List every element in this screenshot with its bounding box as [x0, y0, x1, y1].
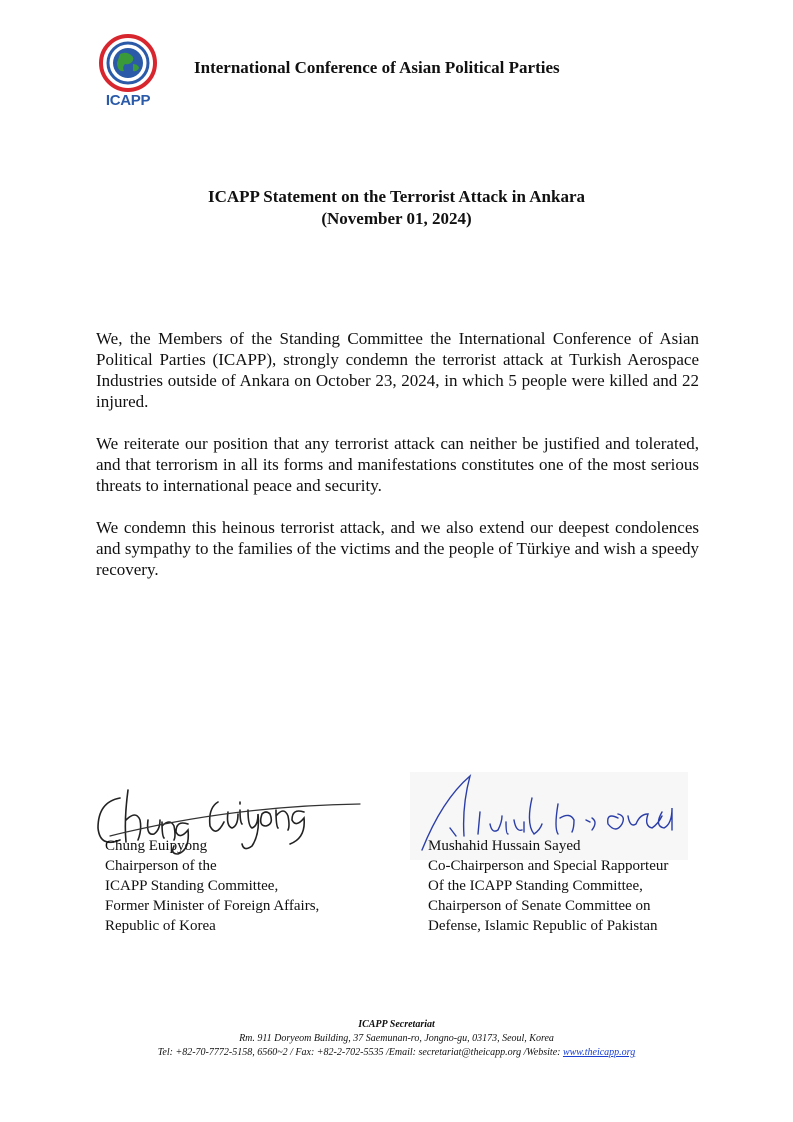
globe-logo-icon — [96, 34, 160, 92]
title-line: ICAPP Statement on the Terrorist Attack in Ankara — [208, 187, 585, 206]
statement-body — [96, 328, 699, 601]
signatory-title-line: ICAPP Standing Committee, — [105, 878, 279, 894]
signatory-title-line: Chairperson of Senate Committee on — [428, 898, 651, 914]
footer-address: Rm. 911 Doryeom Building, 37 Saemunan-ro, Jongno-gu, 03173, Seoul, Korea — [239, 1033, 554, 1044]
organization-title: International Conference of Asian Political Parties — [194, 58, 560, 77]
signatory-title-line: Co-Chairperson and Special Rapporteur — [428, 858, 669, 874]
signatory-right — [428, 836, 668, 936]
signatory-title-line: Chairperson of the — [105, 858, 217, 874]
document-title — [0, 186, 793, 230]
signatory-name: Mushahid Hussain Sayed — [428, 838, 581, 854]
footer-contact-text: Tel: +82-70-7772-5158, 6560~2 / Fax: +82-2-702-5535 /Email: secretariat@theicapp.org /Website: — [157, 1047, 563, 1058]
signatory-title-line: Defense, Islamic Republic of Pakistan — [428, 918, 658, 934]
paragraph: We reiterate our position that any terrorist attack can neither be justified and tolerated, and that terrorism in all its forms and manifestations constitutes one of the most serious threats to international peace and security. — [96, 434, 699, 495]
footer-contact — [0, 1046, 793, 1060]
footer — [0, 1018, 793, 1060]
logo-text: ICAPP — [105, 92, 151, 109]
signatory-title-line: Republic of Korea — [105, 918, 216, 934]
signatory-title-line: Former Minister of Foreign Affairs, — [105, 898, 320, 914]
icapp-logo — [96, 34, 160, 112]
signatory-left — [105, 836, 319, 936]
paragraph: We, the Members of the Standing Committee the International Conference of Asian Political Parties (ICAPP), strongly condemn the terrorist attack at Turkish Aerospace Industries outside of Ankara on October 23, 2024, in which 5 people were killed and 22 injured. — [96, 329, 699, 411]
paragraph: We condemn this heinous terrorist attack, and we also extend our deepest condolences and sympathy to the families of the victims and the people of Türkiye and wish a speedy recovery. — [96, 518, 699, 579]
website-link[interactable]: www.theicapp.org — [562, 1047, 636, 1058]
signatory-name: Chung Euipyong — [105, 838, 208, 854]
title-date: (November 01, 2024) — [321, 209, 472, 228]
footer-secretariat: ICAPP Secretariat — [358, 1019, 435, 1030]
signatory-title-line: Of the ICAPP Standing Committee, — [428, 878, 643, 894]
